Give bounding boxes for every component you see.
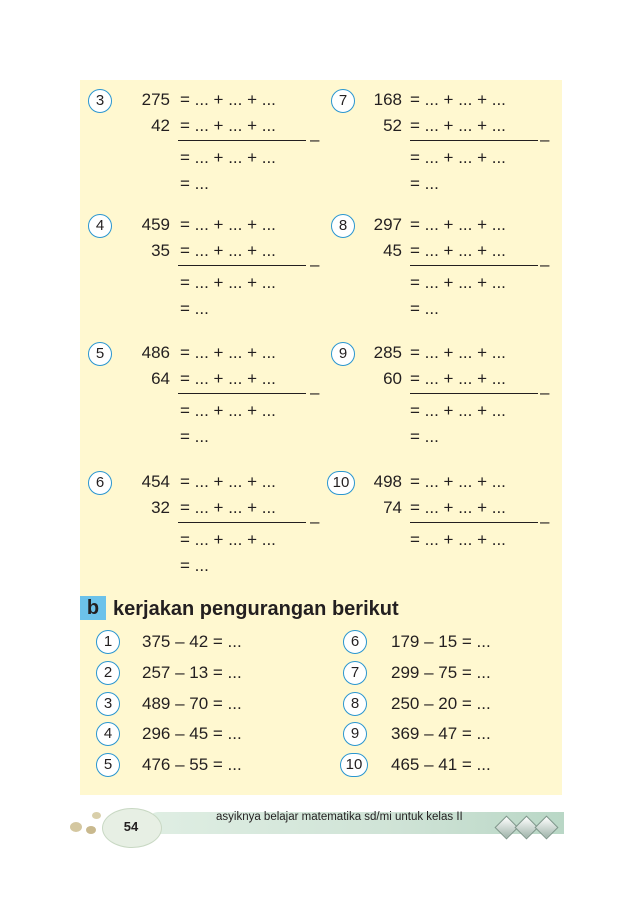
answer-line: = ... [410, 427, 439, 446]
subtrahend: 64 [151, 369, 170, 388]
expansion-line: = ... + ... + ... [180, 498, 276, 517]
subtraction-item: 296 – 45 = ... [142, 724, 242, 743]
result-line: = ... + ... + ... [410, 148, 506, 167]
expansion-line: = ... + ... + ... [180, 472, 276, 491]
subtraction-rule [178, 265, 306, 266]
minuend: 459 [141, 215, 170, 234]
minuend: 498 [373, 472, 402, 491]
subtraction-item: 489 – 70 = ... [142, 694, 242, 713]
result-line: = ... + ... + ... [180, 401, 276, 420]
expansion-line: = ... + ... + ... [410, 215, 506, 234]
expansion-line: = ... + ... + ... [410, 369, 506, 388]
minuend: 285 [373, 343, 402, 362]
expansion-line: = ... + ... + ... [410, 498, 506, 517]
subtraction-item: 369 – 47 = ... [391, 724, 491, 743]
minuend: 275 [141, 90, 170, 109]
problem-number-badge: 4 [88, 214, 112, 238]
decor-dot [70, 822, 82, 832]
book-title: asyiknya belajar matematika sd/mi untuk kelas II [216, 811, 463, 823]
minus-sign: – [540, 255, 550, 274]
result-line: = ... + ... + ... [180, 273, 276, 292]
subtraction-rule [410, 140, 538, 141]
answer-line: = ... [410, 174, 439, 193]
answer-line: = ... [180, 427, 209, 446]
minus-sign: – [540, 130, 550, 149]
item-number-badge: 1 [96, 630, 120, 654]
subtraction-rule [410, 265, 538, 266]
subtraction-item: 375 – 42 = ... [142, 632, 242, 651]
minuend: 486 [141, 343, 170, 362]
subtraction-rule [410, 522, 538, 523]
page-number: 54 [123, 819, 139, 834]
subtrahend: 35 [151, 241, 170, 260]
expansion-line: = ... + ... + ... [180, 215, 276, 234]
result-line: = ... + ... + ... [410, 273, 506, 292]
minus-sign: – [540, 512, 550, 531]
item-number-badge: 4 [96, 722, 120, 746]
subtrahend: 52 [383, 116, 402, 135]
item-number-badge: 8 [343, 692, 367, 716]
subtrahend: 74 [383, 498, 402, 517]
expansion-line: = ... + ... + ... [180, 343, 276, 362]
minus-sign: – [310, 130, 320, 149]
expansion-line: = ... + ... + ... [410, 343, 506, 362]
minuend: 454 [141, 472, 170, 491]
expansion-line: = ... + ... + ... [410, 472, 506, 491]
expansion-line: = ... + ... + ... [180, 369, 276, 388]
expansion-line: = ... + ... + ... [180, 241, 276, 260]
item-number-badge: 5 [96, 753, 120, 777]
item-number-badge: 3 [96, 692, 120, 716]
subtraction-rule [178, 393, 306, 394]
subtraction-rule [178, 522, 306, 523]
result-line: = ... + ... + ... [410, 401, 506, 420]
problem-number-badge: 3 [88, 89, 112, 113]
decor-dot [86, 826, 96, 834]
expansion-line: = ... + ... + ... [410, 116, 506, 135]
expansion-line: = ... + ... + ... [410, 241, 506, 260]
subtrahend: 45 [383, 241, 402, 260]
item-number-badge: 9 [343, 722, 367, 746]
problem-number-badge: 8 [331, 214, 355, 238]
result-line: = ... + ... + ... [180, 530, 276, 549]
section-b-title: kerjakan pengurangan berikut [113, 598, 399, 620]
problem-number-badge: 7 [331, 89, 355, 113]
subtrahend: 60 [383, 369, 402, 388]
problem-number-badge: 10 [327, 471, 355, 495]
problem-number-badge: 6 [88, 471, 112, 495]
subtraction-rule [178, 140, 306, 141]
subtraction-item: 299 – 75 = ... [391, 663, 491, 682]
expansion-line: = ... + ... + ... [410, 90, 506, 109]
item-number-badge: 7 [343, 661, 367, 685]
answer-line: = ... [180, 299, 209, 318]
result-line: = ... + ... + ... [180, 148, 276, 167]
subtraction-item: 250 – 20 = ... [391, 694, 491, 713]
expansion-line: = ... + ... + ... [180, 90, 276, 109]
problem-number-badge: 9 [331, 342, 355, 366]
minuend: 168 [373, 90, 402, 109]
expansion-line: = ... + ... + ... [180, 116, 276, 135]
section-b-label: b [80, 596, 106, 620]
subtraction-item: 257 – 13 = ... [142, 663, 242, 682]
result-line: = ... + ... + ... [410, 530, 506, 549]
answer-line: = ... [410, 299, 439, 318]
item-number-badge: 6 [343, 630, 367, 654]
minus-sign: – [540, 383, 550, 402]
subtrahend: 32 [151, 498, 170, 517]
item-number-badge: 10 [340, 753, 368, 777]
minus-sign: – [310, 383, 320, 402]
minus-sign: – [310, 512, 320, 531]
subtraction-item: 465 – 41 = ... [391, 755, 491, 774]
subtraction-item: 476 – 55 = ... [142, 755, 242, 774]
subtrahend: 42 [151, 116, 170, 135]
minus-sign: – [310, 255, 320, 274]
subtraction-item: 179 – 15 = ... [391, 632, 491, 651]
problem-number-badge: 5 [88, 342, 112, 366]
minuend: 297 [373, 215, 402, 234]
item-number-badge: 2 [96, 661, 120, 685]
subtraction-rule [410, 393, 538, 394]
exercise-panel [80, 80, 562, 795]
answer-line: = ... [180, 556, 209, 575]
answer-line: = ... [180, 174, 209, 193]
decor-dot [92, 812, 101, 819]
